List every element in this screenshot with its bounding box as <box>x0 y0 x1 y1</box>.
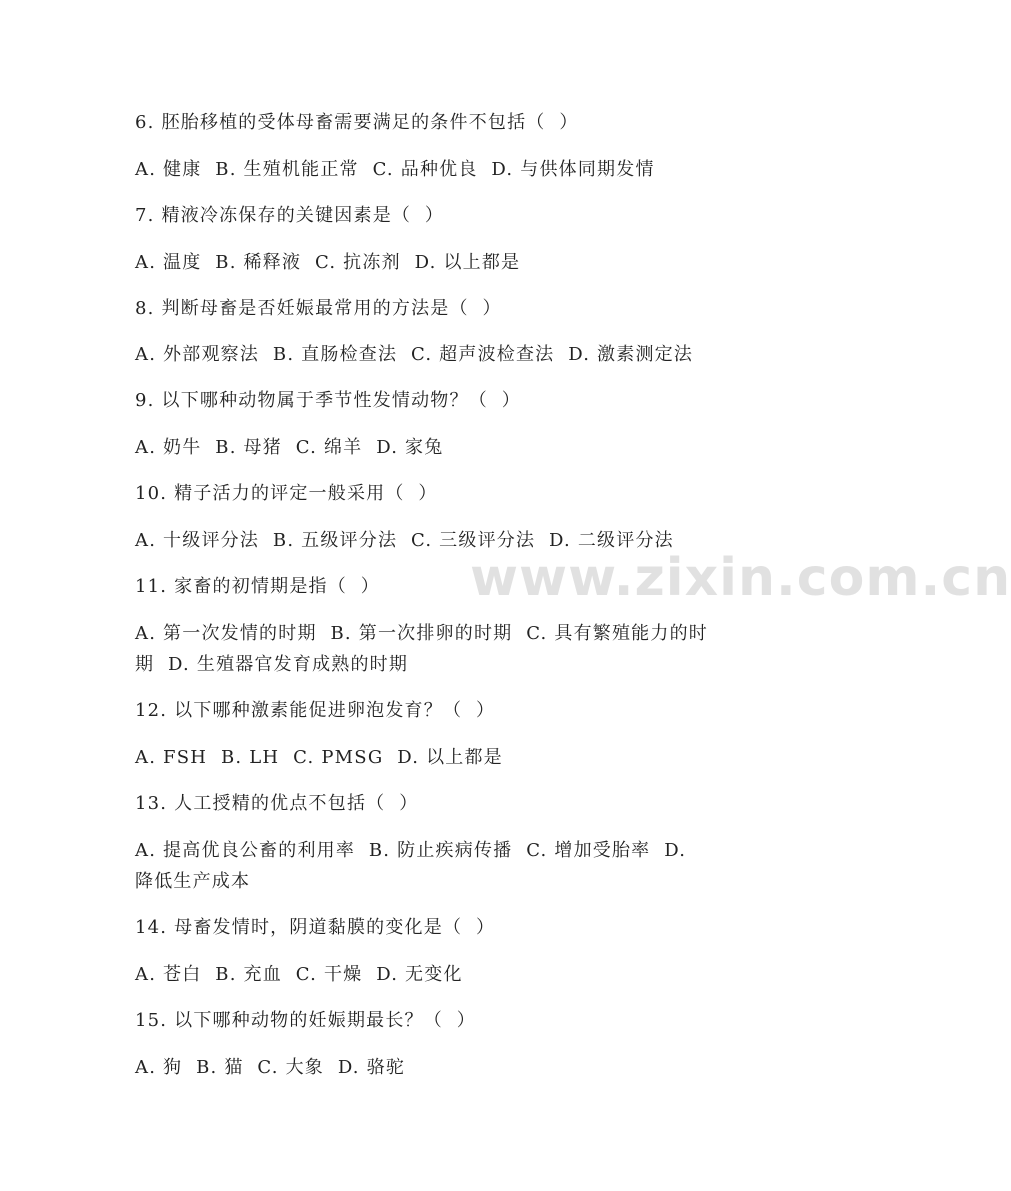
question-8: 8. 判断母畜是否妊娠最常用的方法是（ ） <box>135 298 502 319</box>
options-8: A. 外部观察法 B. 直肠检查法 C. 超声波检查法 D. 激素测定法 <box>135 344 694 365</box>
options-14: A. 苍白 B. 充血 C. 干燥 D. 无变化 <box>135 964 463 985</box>
options-15: A. 狗 B. 猫 C. 大象 D. 骆驼 <box>135 1057 406 1078</box>
options-11-line-2: 期 D. 生殖器官发育成熟的时期 <box>135 654 409 675</box>
question-7: 7. 精液冷冻保存的关键因素是（ ） <box>135 205 445 226</box>
question-10: 10. 精子活力的评定一般采用（ ） <box>135 483 438 504</box>
question-14: 14. 母畜发情时，阴道黏膜的变化是（ ） <box>135 917 496 938</box>
options-11-line-1: A. 第一次发情的时期 B. 第一次排卵的时期 C. 具有繁殖能力的时 <box>135 623 708 644</box>
options-13-line-2: 降低生产成本 <box>135 871 251 892</box>
options-6: A. 健康 B. 生殖机能正常 C. 品种优良 D. 与供体同期发情 <box>135 159 655 180</box>
question-13: 13. 人工授精的优点不包括（ ） <box>135 793 419 814</box>
question-6: 6. 胚胎移植的受体母畜需要满足的条件不包括（ ） <box>135 112 579 133</box>
options-12: A. FSH B. LH C. PMSG D. 以上都是 <box>135 747 503 768</box>
question-11: 11. 家畜的初情期是指（ ） <box>135 576 380 597</box>
question-15: 15. 以下哪种动物的妊娠期最长？（ ） <box>135 1010 476 1031</box>
options-7: A. 温度 B. 稀释液 C. 抗冻剂 D. 以上都是 <box>135 252 521 273</box>
options-9: A. 奶牛 B. 母猪 C. 绵羊 D. 家兔 <box>135 437 444 458</box>
question-9: 9. 以下哪种动物属于季节性发情动物？（ ） <box>135 390 521 411</box>
options-10: A. 十级评分法 B. 五级评分法 C. 三级评分法 D. 二级评分法 <box>135 530 674 551</box>
watermark: www.zixin.com.cn <box>470 548 1011 608</box>
question-12: 12. 以下哪种激素能促进卵泡发育？（ ） <box>135 700 496 721</box>
options-13-line-1: A. 提高优良公畜的利用率 B. 防止疾病传播 C. 增加受胎率 D. <box>135 840 687 861</box>
